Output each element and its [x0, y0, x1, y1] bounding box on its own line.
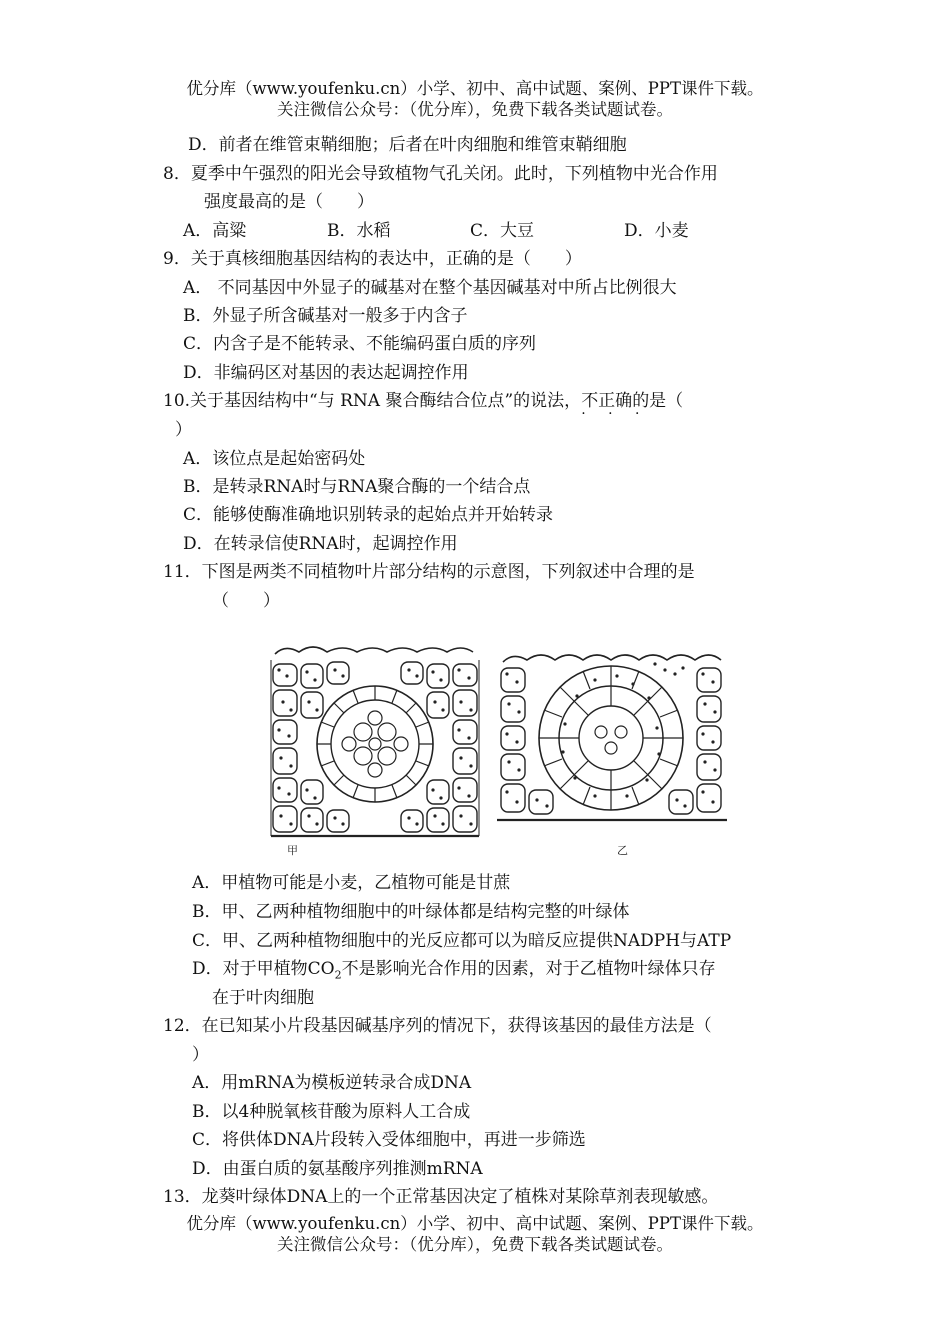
q12-stem-line1: 12．在已知某小片段基因碱基序列的情况下，获得该基因的最佳方法是（ [163, 1016, 712, 1036]
leaf-diagram-right [497, 655, 727, 820]
q12-option-c: C．将供体DNA片段转入受体细胞中，再进一步筛选 [192, 1130, 586, 1150]
q11-stem-line1: 11．下图是两类不同植物叶片部分结构的示意图，下列叙述中合理的是 [163, 562, 695, 582]
leaf-diagram-left [271, 647, 479, 836]
q9-option-a: A． 不同基因中外显子的碱基对在整个基因碱基对中所占比例很大 [183, 278, 677, 298]
q10-emphasis [581, 391, 649, 422]
q9-option-c: C．内含子是不能转录、不能编码蛋白质的序列 [183, 334, 537, 354]
header-line-1: 优分库（www.youfenku.cn）小学、初中、高中试题、案例、PPT课件下载。 [186, 79, 764, 98]
q11-option-d-line1 [192, 958, 716, 980]
footer-line-1: 优分库（www.youfenku.cn）小学、初中、高中试题、案例、PPT课件下载。 [186, 1214, 764, 1233]
q10-stem-line1 [163, 390, 684, 422]
q11-option-d-line2: 在于叶肉细胞 [212, 988, 314, 1008]
q10-option-b: B．是转录RNA时与RNA聚合酶的一个结合点 [183, 477, 531, 497]
q10-option-a: A．该位点是起始密码处 [183, 449, 366, 469]
q10-stem-part1: 10.关于基因结构中“与 RNA 聚合酶结合位点”的说法， [163, 391, 582, 411]
header-line-2: 关注微信公众号：（优分库），免费下载各类试题试卷。 [277, 100, 673, 119]
q8-stem-line2: 强度最高的是（ ） [204, 192, 374, 212]
q12-option-d: D．由蛋白质的氨基酸序列推测mRNA [192, 1159, 483, 1179]
leaf-structure-figure [265, 640, 765, 858]
emphasis-dots: · · · [581, 406, 649, 422]
q13-stem-line1: 13．龙葵叶绿体DNA上的一个正常基因决定了植株对某除草剂表现敏感。 [163, 1187, 719, 1207]
q11-option-d-part2: 不是影响光合作用的因素，对于乙植物叶绿体只存 [341, 959, 716, 979]
q8-option-d: D．小麦 [624, 221, 689, 241]
figure-label-right: 乙 [617, 844, 628, 857]
q11-option-d-subscript: 2 [334, 968, 342, 982]
q12-option-a: A．用mRNA为模板逆转录合成DNA [192, 1073, 472, 1093]
q11-option-d-part1: D．对于甲植物CO [192, 959, 335, 979]
q9-option-b: B．外显子所含碱基对一般多于内含子 [183, 306, 468, 326]
q12-stem-line2: ） [192, 1045, 209, 1065]
q9-option-d: D．非编码区对基因的表达起调控作用 [183, 363, 469, 383]
q10-stem-line2: ） [175, 420, 192, 440]
q11-option-c: C．甲、乙两种植物细胞中的光反应都可以为暗反应提供NADPH与ATP [192, 931, 732, 951]
figure-label-left: 甲 [287, 844, 298, 857]
footer-line-2: 关注微信公众号：（优分库），免费下载各类试题试卷。 [277, 1235, 673, 1254]
q10-stem-part2: 的是（ [632, 391, 684, 411]
q10-emphasis-text: 不正确 [581, 391, 633, 411]
q11-stem-line2: （ ） [212, 591, 280, 611]
q8-stem-line1: 8．夏季中午强烈的阳光会导致植物气孔关闭。此时，下列植物中光合作用 [163, 164, 718, 184]
q11-option-b: B．甲、乙两种植物细胞中的叶绿体都是结构完整的叶绿体 [192, 902, 630, 922]
q11-option-a: A．甲植物可能是小麦，乙植物可能是甘蔗 [192, 873, 511, 893]
q10-option-c: C．能够使酶准确地识别转录的起始点并开始转录 [183, 505, 554, 525]
q7-option-d: D．前者在维管束鞘细胞；后者在叶肉细胞和维管束鞘细胞 [188, 135, 627, 155]
q9-stem: 9．关于真核细胞基因结构的表达中，正确的是（ ） [163, 249, 582, 269]
q8-option-a: A．高粱 [183, 221, 247, 241]
q8-option-c: C．大豆 [470, 221, 535, 241]
q10-option-d: D．在转录信使RNA时，起调控作用 [183, 534, 458, 554]
q12-option-b: B．以4种脱氧核苷酸为原料人工合成 [192, 1102, 471, 1122]
q8-option-b: B．水稻 [327, 221, 391, 241]
